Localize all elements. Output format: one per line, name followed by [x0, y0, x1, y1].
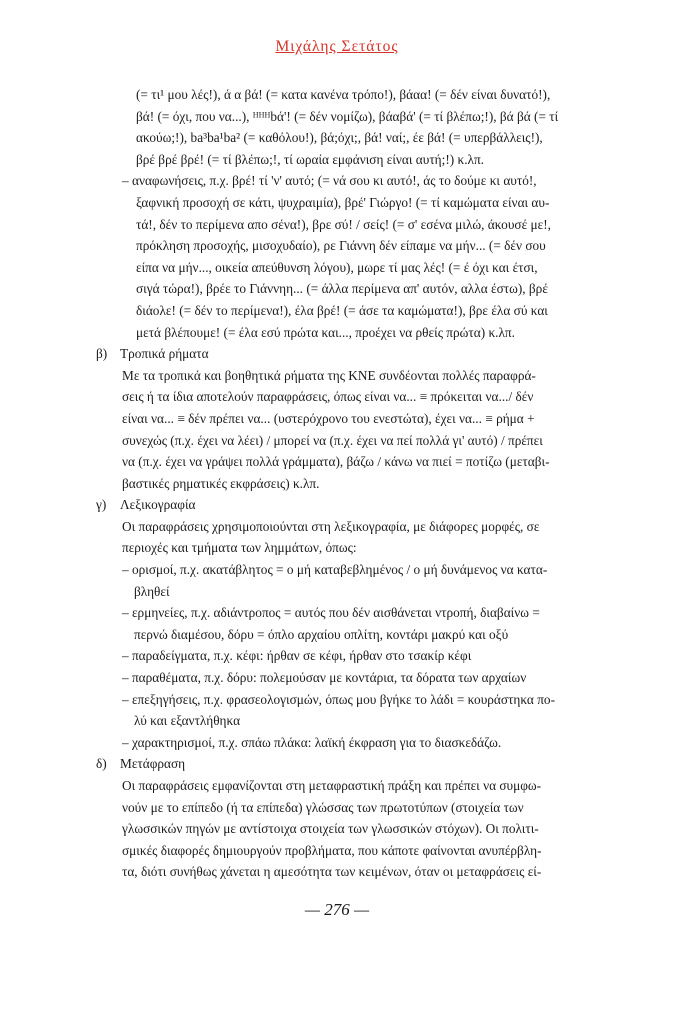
list-item: – επεξηγήσεις, π.χ. φρασεολογισμών, όπως μου βγήκε το λάδι = κουράστηκα πο-: [122, 691, 556, 707]
text-line: βαστικές ρηματικές εκφράσεις) κ.λπ.: [122, 475, 320, 491]
text-line: είναι να... ≡ δέν πρέπει να... (υστερόχρονο του ενεστώτα), έχει να... ≡ ρήμα +: [122, 410, 535, 426]
section-label: γ): [96, 497, 107, 513]
list-item: – αναφωνήσεις, π.χ. βρέ! τί 'ν' αυτό; (= νά σου κι αυτό!, άς το δούμε κι αυτό!,: [122, 173, 537, 189]
text-line: περιοχές και τμήματα των λημμάτων, όπως:: [122, 540, 357, 556]
section-title: Τροπικά ρήματα: [120, 346, 209, 362]
list-item: – παραθέματα, π.χ. δόρυ: πολεμούσαν με κοντάρια, τα δόρατα των αρχαίων: [122, 670, 527, 686]
text-line: τα, διότι συνήθως χάνεται η αμεσότητα των κειμένων, όταν οι μεταφράσεις εί-: [122, 864, 542, 880]
page-number: — 276 —: [304, 900, 370, 919]
section-label: δ): [96, 756, 107, 772]
text-line: διάολε! (= δέν το περίμενα!), έλα βρέ! (= άσε τα καμώματα!), βρε έλα σύ και: [136, 302, 548, 318]
text-line: νούν με το επίπεδο (ή τα επίπεδα) γλώσσας των πρωτοτύπων (στοιχεία των: [122, 799, 524, 815]
text-line: βρέ βρέ βρέ! (= τί βλέπω;!, τί ωραία εμφάνιση είναι αυτή;!) κ.λπ.: [136, 151, 485, 167]
text-line: Με τα τροπικά και βοηθητικά ρήματα της ΚΝΕ συνδέονται πολλές παραφρά-: [122, 367, 536, 383]
page-body: [96, 84, 616, 883]
section-title: Μετάφραση: [120, 756, 186, 772]
section-heading-gamma: [96, 494, 616, 516]
text-line: σμικές διαφορές δημιουργούν προβλήματα, που κάποτε φαίνονται ανυπέρβλη-: [122, 842, 542, 858]
text-line: πρόκληση προσοχής, μισοχυδαίο), ρε Γιάννη δέν είπαμε να μήν... (= δέν σου: [136, 238, 546, 254]
text-line: τά!, δέν το περίμενα απο σένα!), βρε σύ! / σείς! (= σ' εσένα μιλώ, άκουσέ με!,: [136, 216, 551, 232]
list-item: – παραδείγματα, π.χ. κέφι: ήρθαν σε κέφι, ήρθαν στο τσακίρ κέφι: [122, 648, 472, 664]
section-label: β): [96, 346, 108, 362]
text-line: ξαφνική προσοχή σε κάτι, ψυχραιμία), βρέ' Γιώργο! (= τί καμώματα είναι αυ-: [136, 194, 550, 210]
text-line: συνεχώς (π.χ. έχει να λέει) / μπορεί να (π.χ. έχει να πεί πολλά γι' αυτό) / πρέπει: [122, 432, 543, 448]
text-line: Οι παραφράσεις χρησιμοποιούνται στη λεξικογραφία, με διάφορες μορφές, σε: [122, 518, 540, 534]
text-line: (= τι¹ μου λές!), ά α βά! (= κατα κανένα τρόπο!), βάαα! (= δέν είναι δυνατό!),: [136, 87, 551, 102]
section-heading-delta: [96, 753, 616, 775]
text-line: σιγά τώρα!), βρέε το Γιάννηη... (= άλλα περίμενα απ' αυτόν, αλλα έστω), βρέ: [136, 281, 548, 297]
text-line: είπα να μήν..., οικεία απεύθυνση λόγου), μωρε τί μας λές! (= έ όχι και έτσι,: [136, 259, 538, 275]
text-line: βά! (= όχι, που να...), ᴴᴴᴴbά'! (= δέν νομίζω), βάαβά' (= τί βλέπω;!), βά βά (= τί: [136, 108, 559, 124]
text-line: βληθεί: [134, 583, 170, 599]
text-line: σεις ή τα ίδια αποτελούν παραφράσεις, όπως είναι να... ≡ πρόκειται να.../ δέν: [122, 389, 534, 405]
text-line: μετά βλέπουμε! (= έλα εσύ πρώτα και..., προέχει να ρθείς πρώτα) κ.λπ.: [136, 324, 515, 340]
text-line: λύ και εξαντλήθηκα: [134, 713, 241, 729]
running-head: Μιχάλης Σετάτος: [275, 38, 399, 55]
list-item: – ορισμοί, π.χ. ακατάβλητος = ο μή καταβεβλημένος / ο μή δυνάμενος να κατα-: [122, 562, 548, 578]
list-item: – χαρακτηρισμοί, π.χ. σπάω πλάκα: λαϊκή έκφραση για το διασκεδάζω.: [122, 734, 502, 750]
list-item: – ερμηνείες, π.χ. αδιάντροπος = αυτός που δέν αισθάνεται ντροπή, διαβαίνω =: [122, 605, 540, 621]
section-title: Λεξικογραφία: [120, 497, 196, 513]
text-line: γλωσσικών πηγών με αντίστοιχα στοιχεία των γλωσσικών στόχων). Οι πολιτι-: [122, 821, 539, 837]
text-line: Οι παραφράσεις εμφανίζονται στη μεταφραστική πράξη και πρέπει να συμφω-: [122, 778, 542, 793]
section-heading-beta: [96, 343, 616, 365]
text-line: περνώ διαμέσου, δόρυ = όπλο αρχαίου οπλίτη, κοντάρι μακρύ και οξύ: [134, 626, 509, 642]
text-line: ακούω;!), ba³ba¹ba² (= καθόλου!), βά;όχι;, βά! ναί;, έε βά! (= υπερβάλλεις!),: [136, 130, 543, 146]
text-line: να (π.χ. έχει να γράψει πολλά γράμματα), βάζω / κάνω να πιεί = ποτίζω (μεταβι-: [122, 454, 550, 470]
